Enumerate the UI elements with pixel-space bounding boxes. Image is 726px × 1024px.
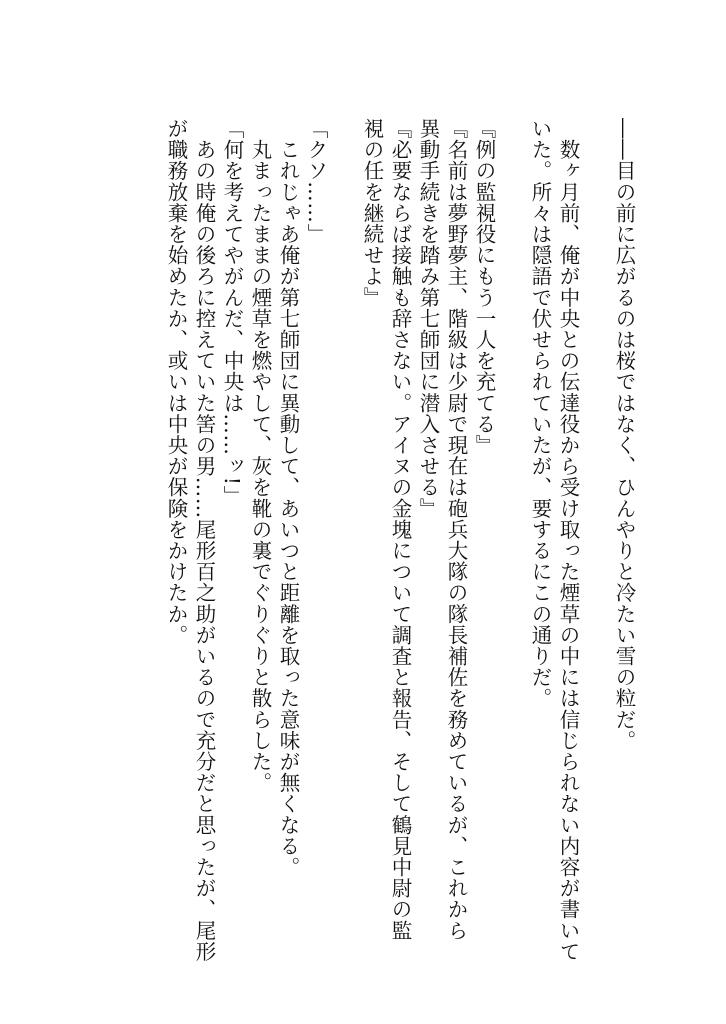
text-line-8: 視の任を継続せよ』 (360, 118, 384, 308)
text-line-13: あの時俺の後ろに控えていた筈の男……尾形百之助がいるので充分だと思ったが、尾形 (192, 118, 216, 962)
text-line-12: 「何を考えてやがんだ、中央は……ッ!」 (220, 118, 244, 507)
text-line-7: 『必要ならば接触も辞さない。アイヌの金塊について調査と報告、そして鶴見中尉の監 (388, 118, 412, 941)
text-line-3: いた。所々は隠語で伏せられていたが、要するにこの通りだ。 (528, 118, 552, 709)
text-line-11: 丸まったままの煙草を燃やして、灰を靴の裏でぐりぐりと散らした。 (248, 118, 272, 794)
text-line-4: 『例の監視役にもう一人を充てる』 (472, 118, 496, 456)
blank-line-1 (582, 118, 610, 938)
blank-line-3 (330, 118, 358, 938)
blank-line-2 (498, 118, 526, 938)
text-line-2: 数ヶ月前、俺が中央との伝達役から受け取った煙草の中には信じられない内容が書いて (556, 118, 580, 962)
text-line-9: 「クソ……」 (304, 118, 328, 245)
vertical-text-body (162, 118, 638, 962)
text-line-10: これじゃあ俺が第七師団に異動して、あいつと距離を取った意味が無くなる。 (276, 118, 300, 878)
text-line-6: 異動手続きを踏み第七師団に潜入させる』 (416, 118, 440, 519)
text-line-1: ――目の前に広がるのは桜ではなく、ひんやりと冷たい雪の粒だ。 (612, 118, 636, 751)
text-line-14: が職務放棄を始めたか、或いは中央が保険をかけたか。 (164, 118, 188, 646)
text-line-5: 『名前は夢野夢主、階級は少尉で現在は砲兵大隊の隊長補佐を務めているが、これから (444, 118, 468, 941)
